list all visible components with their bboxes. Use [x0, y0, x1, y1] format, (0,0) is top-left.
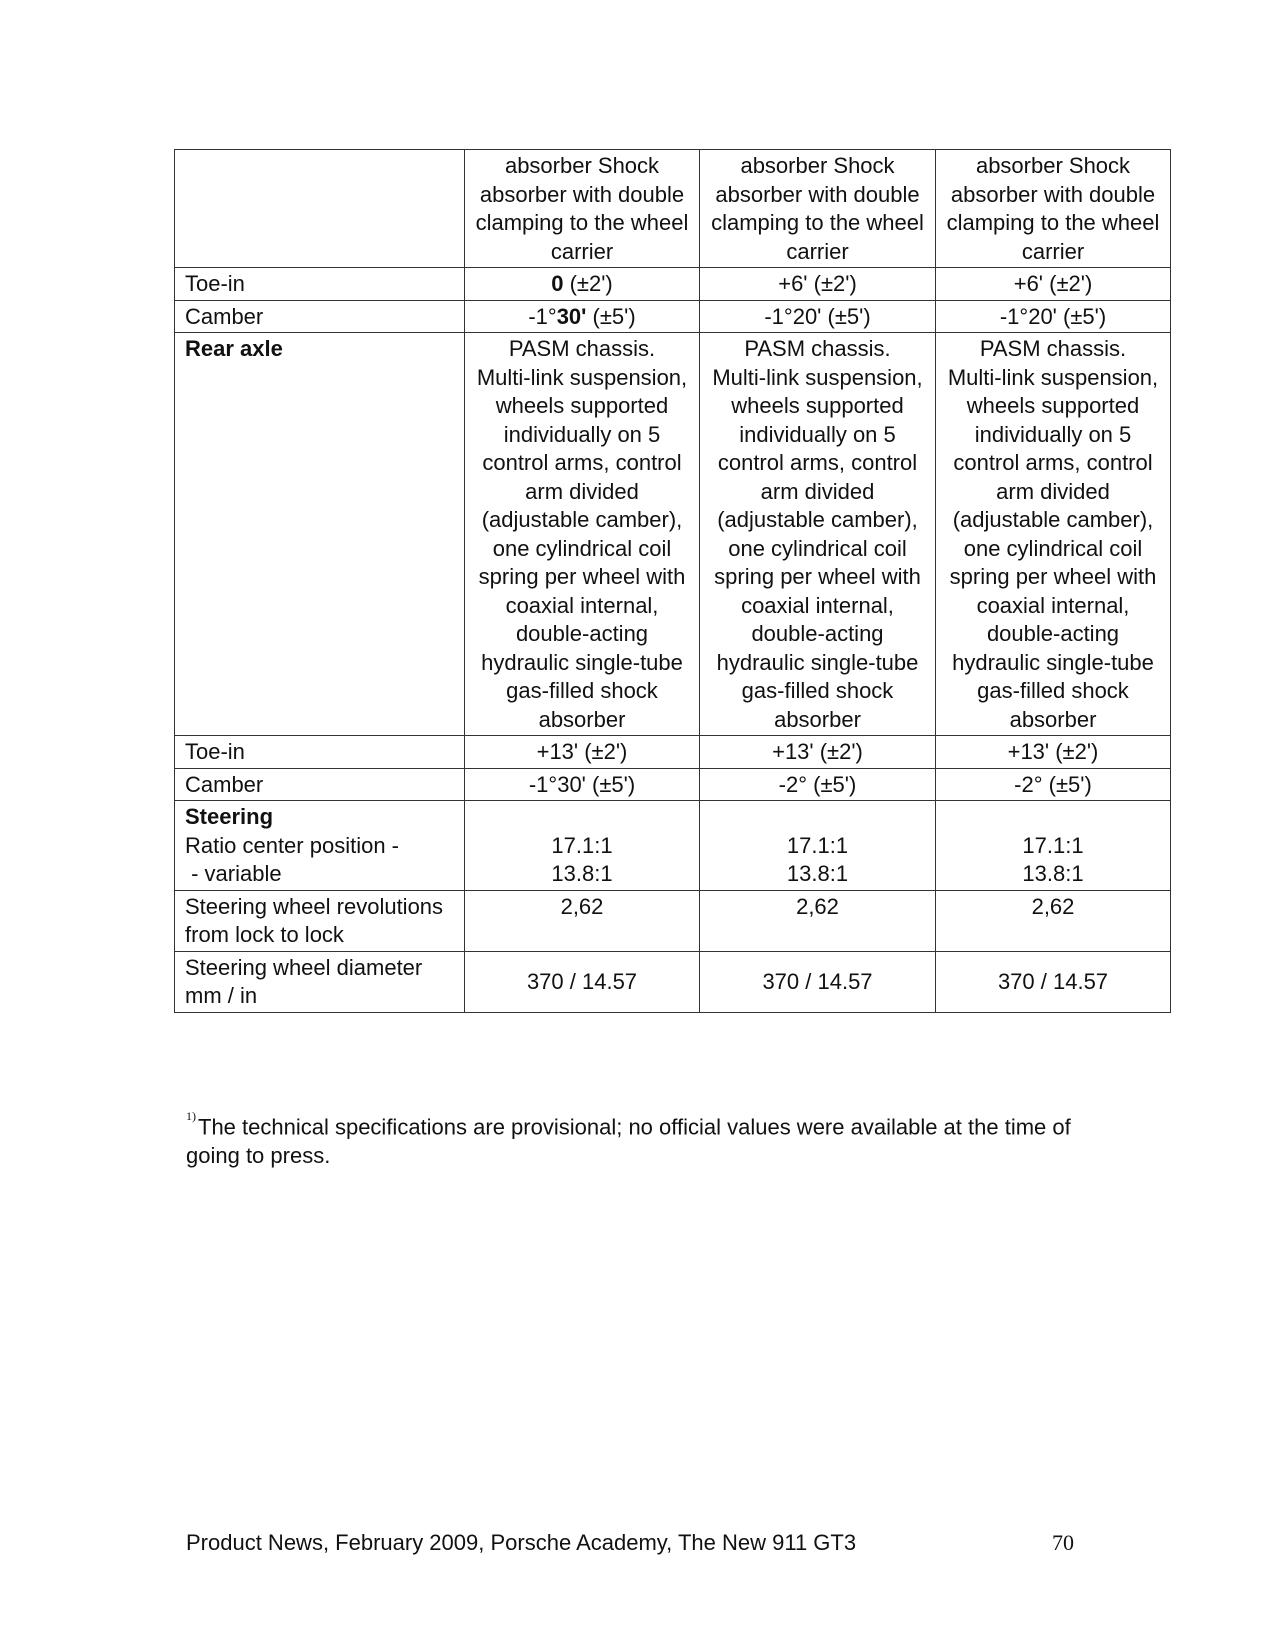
row-label: Steering Ratio center position - - variable [175, 801, 465, 891]
cell-line: control arms, control [953, 450, 1153, 475]
section-heading: Rear axle [185, 336, 283, 361]
footnote-marker: 1) [186, 1109, 196, 1123]
table-row [175, 268, 1171, 301]
cell-line: double-acting [751, 621, 884, 646]
page-footer: Product News, February 2009, Porsche Academy, The New 911 GT3 [186, 1530, 857, 1555]
table-cell: +13' (±2') [465, 736, 700, 769]
cell-line: double-acting [515, 621, 649, 646]
table-cell [700, 333, 936, 736]
table-cell: +13' (±2') [936, 736, 1171, 769]
cell-line: gas-filled shock [506, 678, 658, 703]
row-label: Camber [175, 300, 465, 333]
table-cell: 2,62 [700, 890, 936, 951]
row-label: Steering wheel diameter mm / in [175, 951, 465, 1012]
cell-line: wheels supported [731, 393, 904, 418]
cell-line: hydraulic single-tube [952, 649, 1154, 675]
table-row [175, 300, 1171, 333]
cell-line: Multi-link suspension, [476, 364, 688, 390]
row-label: Toe-in [175, 736, 465, 769]
cell-line: (adjustable camber), [717, 507, 918, 532]
row-label [175, 333, 465, 736]
cell-line: arm divided [996, 478, 1110, 504]
table-cell: -1°20' (±5') [936, 300, 1171, 333]
table-cell: 17.1:1 13.8:1 [465, 801, 700, 891]
cell-line: spring per wheel with [949, 564, 1157, 589]
table-cell: 0 (±2') [465, 268, 700, 301]
cell-line: PASM chassis. [744, 336, 891, 361]
table-cell: 2,62 [936, 890, 1171, 951]
cell-line: hydraulic single-tube [481, 649, 683, 675]
cell-line: hydraulic single-tube [716, 649, 919, 675]
table-cell: -1°30' (±5') [465, 300, 700, 333]
table-cell: 370 / 14.57 [700, 951, 936, 1012]
cell-line: one cylindrical coil [492, 535, 672, 561]
cell-line: arm divided [760, 478, 875, 504]
cell-line: absorber [774, 706, 861, 732]
cell-line: absorber [1009, 706, 1097, 732]
table-row [175, 890, 1171, 951]
spec-table [174, 149, 1171, 1013]
footnote [186, 1108, 1086, 1170]
cell-line: PASM chassis. [508, 336, 656, 361]
row-label: Steering wheel revolutions from lock to lock [175, 890, 465, 951]
table-row [175, 150, 1171, 268]
cell-line: absorber [538, 706, 626, 732]
table-cell: 370 / 14.57 [936, 951, 1171, 1012]
cell-line: gas-filled shock [977, 678, 1129, 703]
cell-line: double-acting [986, 621, 1120, 646]
table-cell: +6' (±2') [700, 268, 936, 301]
row-label: Toe-in [175, 268, 465, 301]
table-cell: absorber Shock absorber with double clamping to the wheel carrier [936, 150, 1171, 268]
table-cell: 370 / 14.57 [465, 951, 700, 1012]
table-cell [465, 333, 700, 736]
cell-line: control arms, control [717, 450, 918, 475]
cell-line: coaxial internal, [976, 592, 1130, 618]
row-label: Camber [175, 768, 465, 801]
cell-line: spring per wheel with [478, 564, 686, 589]
table-row [175, 333, 1171, 736]
cell-line: wheels supported [966, 393, 1140, 418]
table-row [175, 736, 1171, 769]
table-cell: +13' (±2') [700, 736, 936, 769]
table-cell: 17.1:1 13.8:1 [700, 801, 936, 891]
section-heading: Steering [185, 804, 274, 829]
table-row [175, 801, 1171, 891]
cell-line: Multi-link suspension, [947, 364, 1159, 390]
cell-line: control arms, control [482, 450, 682, 475]
table-cell: -2° (±5') [700, 768, 936, 801]
cell-line: one cylindrical coil [963, 535, 1143, 561]
row-label [175, 150, 465, 268]
table-cell: +6' (±2') [936, 268, 1171, 301]
table-cell: -2° (±5') [936, 768, 1171, 801]
cell-line: (adjustable camber), [481, 507, 683, 532]
cell-line: (adjustable camber), [952, 507, 1154, 532]
table-cell [936, 333, 1171, 736]
footnote-text: The technical specifications are provisional; no official values were available at the time of going to press. [186, 1114, 1071, 1169]
table-cell: 17.1:1 13.8:1 [936, 801, 1171, 891]
cell-line: arm divided [525, 478, 639, 504]
table-cell: 2,62 [465, 890, 700, 951]
cell-line: gas-filled shock [741, 678, 894, 703]
cell-line: one cylindrical coil [728, 535, 907, 561]
table-cell: absorber Shock absorber with double clamping to the wheel carrier [465, 150, 700, 268]
table-cell: absorber Shock absorber with double clamping to the wheel carrier [700, 150, 936, 268]
table-cell: -1°20' (±5') [700, 300, 936, 333]
cell-line: individually on 5 [739, 421, 896, 447]
cell-line: coaxial internal, [505, 592, 659, 618]
table-row [175, 951, 1171, 1012]
page-number: 70 [1052, 1530, 1074, 1555]
table-row [175, 768, 1171, 801]
cell-line: spring per wheel with [714, 564, 921, 589]
cell-line: individually on 5 [974, 421, 1132, 447]
cell-line: Multi-link suspension, [712, 364, 923, 390]
table-cell: -1°30' (±5') [465, 768, 700, 801]
cell-line: wheels supported [495, 393, 669, 418]
cell-line: coaxial internal, [741, 592, 894, 618]
cell-line: individually on 5 [503, 421, 661, 447]
cell-line: PASM chassis. [979, 336, 1127, 361]
